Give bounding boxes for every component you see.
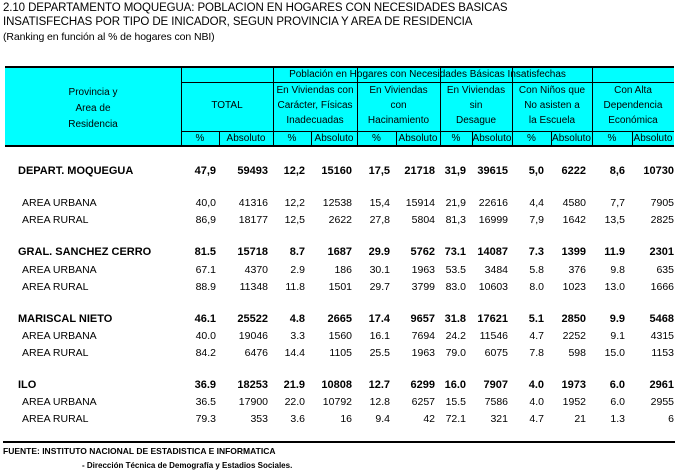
cell-absolute: 7905 [650, 197, 674, 209]
cell-absolute: 21718 [404, 165, 435, 177]
cell-percent: 12,2 [283, 165, 305, 177]
cell-absolute: 2622 [328, 214, 352, 226]
header-group-label: No asisten a [524, 100, 580, 111]
cell-percent: 53.5 [445, 264, 466, 276]
cell-percent: 73.1 [444, 246, 466, 258]
cell-percent: 29.9 [368, 246, 390, 258]
header-group-label: Con Niños que [518, 85, 586, 96]
cell-percent: 7.8 [529, 347, 544, 359]
header-group-label: Económica [608, 115, 658, 126]
cell-absolute: 10603 [478, 281, 508, 293]
cell-percent: 3.3 [290, 330, 305, 342]
cell-percent: 24.2 [445, 330, 466, 342]
cell-absolute: 2301 [649, 246, 674, 258]
cell-percent: 7.3 [528, 246, 544, 258]
cell-percent: 4.7 [529, 413, 544, 425]
header-group-label: sin [469, 100, 483, 111]
cell-percent: 2.9 [290, 264, 305, 276]
cell-absolute: 9657 [410, 313, 435, 325]
row-label: DEPART. MOQUEGUA [18, 165, 134, 177]
cell-percent: 7,7 [610, 197, 625, 209]
cell-absolute: 4580 [562, 197, 586, 209]
row-label: AREA RURAL [22, 214, 89, 226]
cell-percent: 83.0 [445, 281, 466, 293]
cell-percent: 12,5 [284, 214, 305, 226]
cell-absolute: 2955 [650, 396, 674, 408]
cell-percent: 79.0 [445, 347, 466, 359]
table-row [0, 281, 694, 297]
cell-absolute: 6476 [244, 347, 268, 359]
header-super-title: Población en Hogares con Necesidades Básicas Insatisfechas [289, 69, 566, 80]
header-group-label: En Viviendas [446, 85, 506, 96]
cell-percent: 81.5 [194, 246, 216, 258]
cell-absolute: 15160 [321, 165, 352, 177]
cell-percent: 9.9 [609, 313, 625, 325]
cell-percent: 4.0 [528, 379, 544, 391]
header-absolute: Absoluto [472, 133, 512, 144]
cell-percent: 11.9 [604, 246, 625, 258]
cell-percent: 17.4 [368, 313, 390, 325]
cell-absolute: 59493 [237, 165, 268, 177]
cell-percent: 15.0 [604, 347, 625, 359]
cell-absolute: 16 [340, 413, 352, 425]
cell-percent: 88.9 [195, 281, 216, 293]
cell-percent: 4.7 [529, 330, 544, 342]
cell-absolute: 2665 [327, 313, 352, 325]
header-absolute: Absoluto [552, 133, 591, 144]
header-pct: % [607, 133, 617, 144]
cell-percent: 16.0 [444, 379, 466, 391]
cell-absolute: 2961 [649, 379, 674, 391]
cell-absolute: 1560 [328, 330, 352, 342]
header-group-label: Con Alta [614, 85, 652, 96]
cell-absolute: 16999 [478, 214, 508, 226]
row-label: AREA RURAL [22, 413, 89, 425]
table-row-province [0, 313, 694, 329]
cell-percent: 7,9 [529, 214, 544, 226]
cell-percent: 15,4 [369, 197, 390, 209]
cell-absolute: 6 [668, 413, 674, 425]
cell-percent: 9.4 [375, 413, 390, 425]
cell-absolute: 17900 [238, 396, 268, 408]
cell-absolute: 2252 [562, 330, 586, 342]
cell-percent: 40.0 [195, 330, 216, 342]
cell-percent: 4.8 [289, 313, 305, 325]
cell-percent: 27,8 [369, 214, 390, 226]
cell-percent: 12.8 [369, 396, 390, 408]
header-pct: % [195, 133, 205, 144]
cell-percent: 8.0 [529, 281, 544, 293]
cell-percent: 3.6 [290, 413, 305, 425]
cell-percent: 17,5 [368, 165, 390, 177]
cell-absolute: 1501 [328, 281, 352, 293]
table-row [0, 197, 694, 213]
cell-absolute: 42 [423, 413, 435, 425]
cell-absolute: 4315 [650, 330, 674, 342]
cell-absolute: 3484 [484, 264, 508, 276]
cell-percent: 12,2 [284, 197, 305, 209]
cell-percent: 14.4 [284, 347, 305, 359]
cell-absolute: 7694 [411, 330, 435, 342]
header-group-label: con [390, 100, 407, 111]
cell-absolute: 11348 [239, 281, 268, 293]
cell-absolute: 376 [568, 264, 586, 276]
header-group-label: En Viviendas con [276, 85, 354, 96]
cell-percent: 5,0 [528, 165, 544, 177]
header-pct: % [372, 133, 381, 144]
row-label: AREA RURAL [22, 347, 89, 359]
cell-percent: 8.7 [289, 246, 305, 258]
cell-absolute: 39615 [477, 165, 508, 177]
row-label: GRAL. SANCHEZ CERRO [18, 246, 152, 258]
cell-absolute: 10792 [322, 396, 352, 408]
cell-absolute: 15914 [405, 197, 435, 209]
header-group-label: Desague [455, 115, 497, 126]
row-label: AREA URBANA [22, 396, 97, 408]
footer-source: FUENTE: INSTITUTO NACIONAL DE ESTADISTICA E INFORMATICA [3, 446, 276, 456]
table-row-province [0, 165, 694, 181]
cell-percent: 86,9 [195, 214, 216, 226]
table-header [5, 66, 674, 147]
header-absolute: Absoluto [633, 133, 673, 144]
cell-percent: 16.1 [369, 330, 390, 342]
header-stub-line: Area de [75, 103, 111, 114]
cell-percent: 9.8 [610, 264, 625, 276]
cell-percent: 31,9 [444, 165, 466, 177]
cell-absolute: 6222 [561, 165, 586, 177]
row-label: AREA RURAL [22, 281, 89, 293]
cell-absolute: 353 [250, 413, 268, 425]
cell-absolute: 5762 [410, 246, 435, 258]
header-group-label: Carácter, Físicas [277, 100, 353, 111]
cell-percent: 13.0 [604, 281, 625, 293]
cell-absolute: 1642 [562, 214, 586, 226]
cell-absolute: 4370 [244, 264, 268, 276]
cell-absolute: 1023 [562, 281, 586, 293]
cell-absolute: 19046 [238, 330, 268, 342]
cell-absolute: 598 [568, 347, 586, 359]
header-absolute: Absoluto [226, 133, 266, 144]
table-row [0, 264, 694, 280]
cell-percent: 9.1 [610, 330, 625, 342]
header-group-label: Dependencia [603, 100, 663, 111]
cell-percent: 31.8 [444, 313, 466, 325]
cell-percent: 4,4 [529, 197, 544, 209]
cell-percent: 21,9 [445, 197, 466, 209]
footer-department: - Dirección Técnica de Demografía y Estadios Sociales. [82, 461, 293, 470]
cell-absolute: 25522 [237, 313, 268, 325]
header-group-label: la Escuela [528, 115, 576, 126]
cell-percent: 4.0 [529, 396, 544, 408]
cell-percent: 36.5 [195, 396, 216, 408]
cell-percent: 25.5 [369, 347, 390, 359]
cell-absolute: 14087 [477, 246, 508, 258]
header-absolute: Absoluto [398, 133, 438, 144]
cell-absolute: 15718 [237, 246, 268, 258]
cell-percent: 22.0 [284, 396, 305, 408]
cell-percent: 8,6 [609, 165, 625, 177]
row-label: ILO [18, 379, 37, 391]
cell-absolute: 321 [490, 413, 508, 425]
cell-absolute: 6299 [410, 379, 435, 391]
cell-absolute: 11546 [479, 330, 508, 342]
table-row [0, 396, 694, 412]
header-pct: % [527, 133, 536, 144]
cell-percent: 5.8 [529, 264, 544, 276]
header-pct: % [287, 133, 297, 144]
cell-absolute: 186 [334, 264, 352, 276]
row-label: AREA URBANA [22, 330, 97, 342]
cell-absolute: 3799 [411, 281, 435, 293]
cell-absolute: 7907 [483, 379, 508, 391]
table-row [0, 214, 694, 230]
cell-percent: 29.7 [369, 281, 390, 293]
header-group-label: TOTAL [211, 100, 243, 111]
cell-percent: 84.2 [195, 347, 216, 359]
cell-percent: 47,9 [194, 165, 216, 177]
table-row-province [0, 246, 694, 262]
cell-percent: 79.3 [195, 413, 216, 425]
cell-percent: 6.0 [609, 379, 625, 391]
header-super-rule [181, 82, 674, 83]
cell-absolute: 6257 [411, 396, 435, 408]
header-stub-line: Residencia [68, 119, 118, 130]
cell-absolute: 2850 [561, 313, 586, 325]
cell-percent: 11.8 [285, 281, 305, 293]
cell-percent: 21.9 [283, 379, 305, 391]
cell-absolute: 22616 [478, 197, 508, 209]
cell-absolute: 1973 [561, 379, 586, 391]
cell-percent: 40,0 [195, 197, 216, 209]
table-title-line-2: INSATISFECHAS POR TIPO DE INICADOR, SEGUN PROVINCIA Y AREA DE RESIDENCIA [3, 16, 473, 28]
cell-absolute: 12538 [322, 197, 352, 209]
cell-absolute: 18253 [237, 379, 268, 391]
cell-percent: 6.0 [610, 396, 625, 408]
cell-absolute: 7586 [484, 396, 508, 408]
table-row-province [0, 379, 694, 395]
cell-absolute: 5804 [411, 214, 435, 226]
cell-absolute: 1952 [562, 396, 586, 408]
cell-absolute: 41316 [238, 197, 268, 209]
header-group-label: Inadecuadas [286, 115, 344, 126]
table-row [0, 330, 694, 346]
row-label: AREA URBANA [22, 197, 97, 209]
header-group-label: Hacinamiento [367, 115, 430, 126]
row-label: MARISCAL NIETO [18, 313, 113, 325]
cell-percent: 12.7 [368, 379, 390, 391]
footer-rule [3, 441, 675, 443]
cell-absolute: 10808 [321, 379, 352, 391]
cell-absolute: 1687 [327, 246, 352, 258]
cell-absolute: 1963 [411, 264, 435, 276]
cell-absolute: 21 [574, 413, 586, 425]
cell-absolute: 10730 [643, 165, 674, 177]
header-pct: % [451, 133, 461, 144]
cell-percent: 30.1 [369, 264, 390, 276]
cell-absolute: 17621 [477, 313, 508, 325]
cell-absolute: 1963 [411, 347, 435, 359]
cell-absolute: 2825 [650, 214, 674, 226]
cell-percent: 13,5 [604, 214, 625, 226]
cell-percent: 5.1 [528, 313, 544, 325]
table-row [0, 347, 694, 363]
cell-absolute: 1666 [650, 281, 674, 293]
cell-percent: 36.9 [194, 379, 216, 391]
cell-absolute: 6075 [484, 347, 508, 359]
header-group-label: En Viviendas [369, 85, 428, 96]
table-row [0, 413, 694, 429]
cell-absolute: 1399 [561, 246, 586, 258]
header-stub-line: Provincia y [68, 87, 118, 98]
cell-absolute: 635 [656, 264, 674, 276]
cell-absolute: 1153 [651, 347, 674, 359]
table-subtitle: (Ranking en función al % de hogares con NBI) [3, 31, 215, 43]
table-title-line-1: 2.10 DEPARTAMENTO MOQUEGUA: POBLACION EN HOGARES CON NECESIDADES BASICAS [3, 2, 508, 14]
cell-absolute: 18177 [238, 214, 268, 226]
cell-absolute: 1105 [329, 347, 352, 359]
cell-percent: 67.1 [195, 264, 216, 276]
cell-absolute: 5468 [649, 313, 674, 325]
cell-percent: 1.3 [610, 413, 625, 425]
header-absolute: Absoluto [314, 133, 354, 144]
row-label: AREA URBANA [22, 264, 97, 276]
cell-percent: 15.5 [445, 396, 466, 408]
cell-percent: 81,3 [445, 214, 466, 226]
cell-percent: 72.1 [445, 413, 466, 425]
cell-percent: 46.1 [194, 313, 216, 325]
